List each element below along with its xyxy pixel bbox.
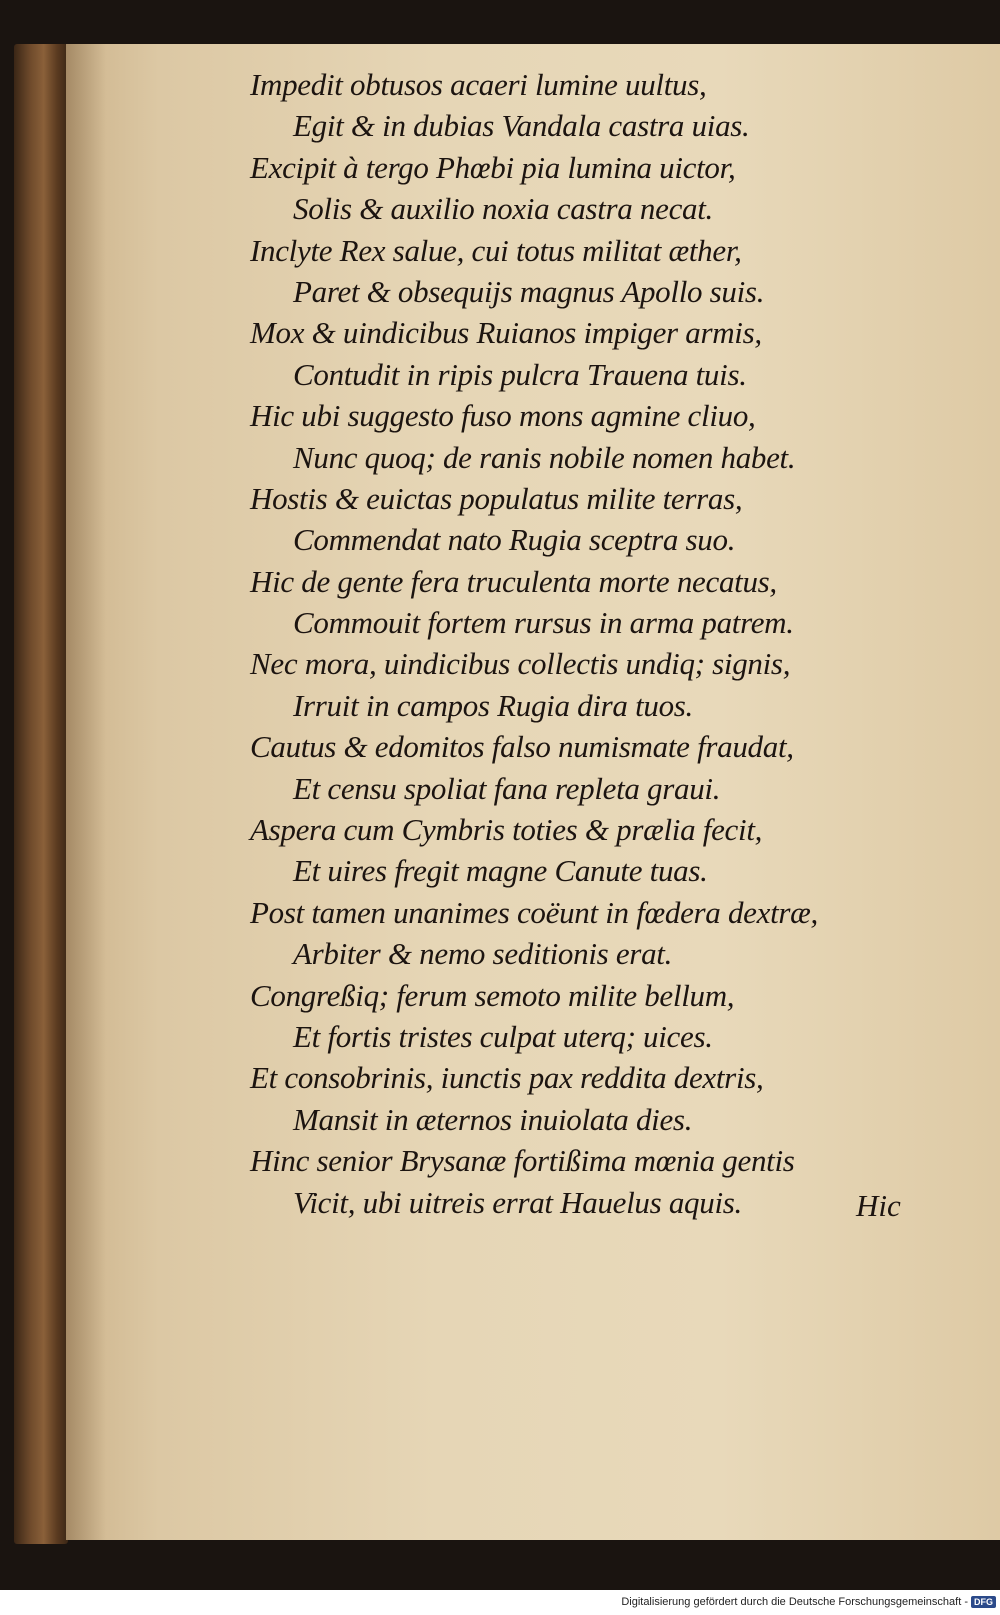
poem-line-3: Excipit à tergo Phœbi pia lumina uictor, [250, 149, 736, 185]
poem-line-7: Mox & uindicibus Ruianos impiger armis, [250, 315, 762, 351]
poem-line-20: Et uires fregit magne Canute tuas. [293, 853, 708, 889]
poem-line-22: Arbiter & nemo seditionis erat. [293, 936, 673, 972]
poem-line-8: Contudit in ripis pulcra Trauena tuis. [293, 356, 747, 392]
poem-line-23: Congreßiq; ferum semoto milite bellum, [250, 977, 735, 1013]
poem-line-25: Et consobrinis, iunctis pax reddita dextris, [250, 1060, 764, 1096]
poem-line-4: Solis & auxilio noxia castra necat. [293, 191, 714, 227]
poem-line-21: Post tamen unanimes coëunt in fœdera dextræ, [250, 894, 818, 930]
poem-line-18: Et censu spoliat fana repleta graui. [293, 770, 721, 806]
poem-line-10: Nunc quoq; de ranis nobile nomen habet. [293, 439, 796, 475]
poem-text [250, 64, 890, 1223]
poem-line-24: Et fortis tristes culpat uterq; uices. [293, 1018, 713, 1054]
poem-line-13: Hic de gente fera truculenta morte necatus, [250, 563, 777, 599]
digitization-credit [621, 1596, 996, 1608]
poem-line-2: Egit & in dubias Vandala castra uias. [293, 108, 750, 144]
poem-line-1: Impedit obtusos acaeri lumine uultus, [250, 67, 707, 102]
credit-text: Digitalisierung gefördert durch die Deutsche Forschungsgemeinschaft - [621, 1596, 968, 1608]
poem-line-26: Mansit in æternos inuiolata dies. [293, 1101, 693, 1137]
dfg-logo: DFG [971, 1596, 996, 1608]
poem-line-6: Paret & obsequijs magnus Apollo suis. [293, 273, 765, 309]
poem-line-27: Hinc senior Brysanæ fortißima mœnia gentis [250, 1143, 795, 1179]
poem-line-11: Hostis & euictas populatus milite terras, [250, 480, 743, 516]
poem-line-16: Irruit in campos Rugia dira tuos. [293, 687, 694, 723]
poem-line-19: Aspera cum Cymbris toties & prælia fecit, [250, 812, 763, 848]
poem-line-14: Commouit fortem rursus in arma patrem. [293, 605, 794, 641]
poem-line-12: Commendat nato Rugia sceptra suo. [293, 522, 736, 558]
catchword: Hic [856, 1188, 901, 1223]
poem-line-17: Cautus & edomitos falso numismate fraudat, [250, 729, 794, 765]
poem-line-5: Inclyte Rex salue, cui totus militat æther, [250, 232, 742, 268]
poem-line-15: Nec mora, uindicibus collectis undiq; signis, [250, 646, 791, 682]
poem-line-9: Hic ubi suggesto fuso mons agmine cliuo, [250, 398, 756, 434]
book-spine [14, 44, 68, 1544]
gutter-shadow [66, 44, 106, 1540]
poem-line-28: Vicit, ubi uitreis errat Hauelus aquis. [293, 1184, 742, 1220]
